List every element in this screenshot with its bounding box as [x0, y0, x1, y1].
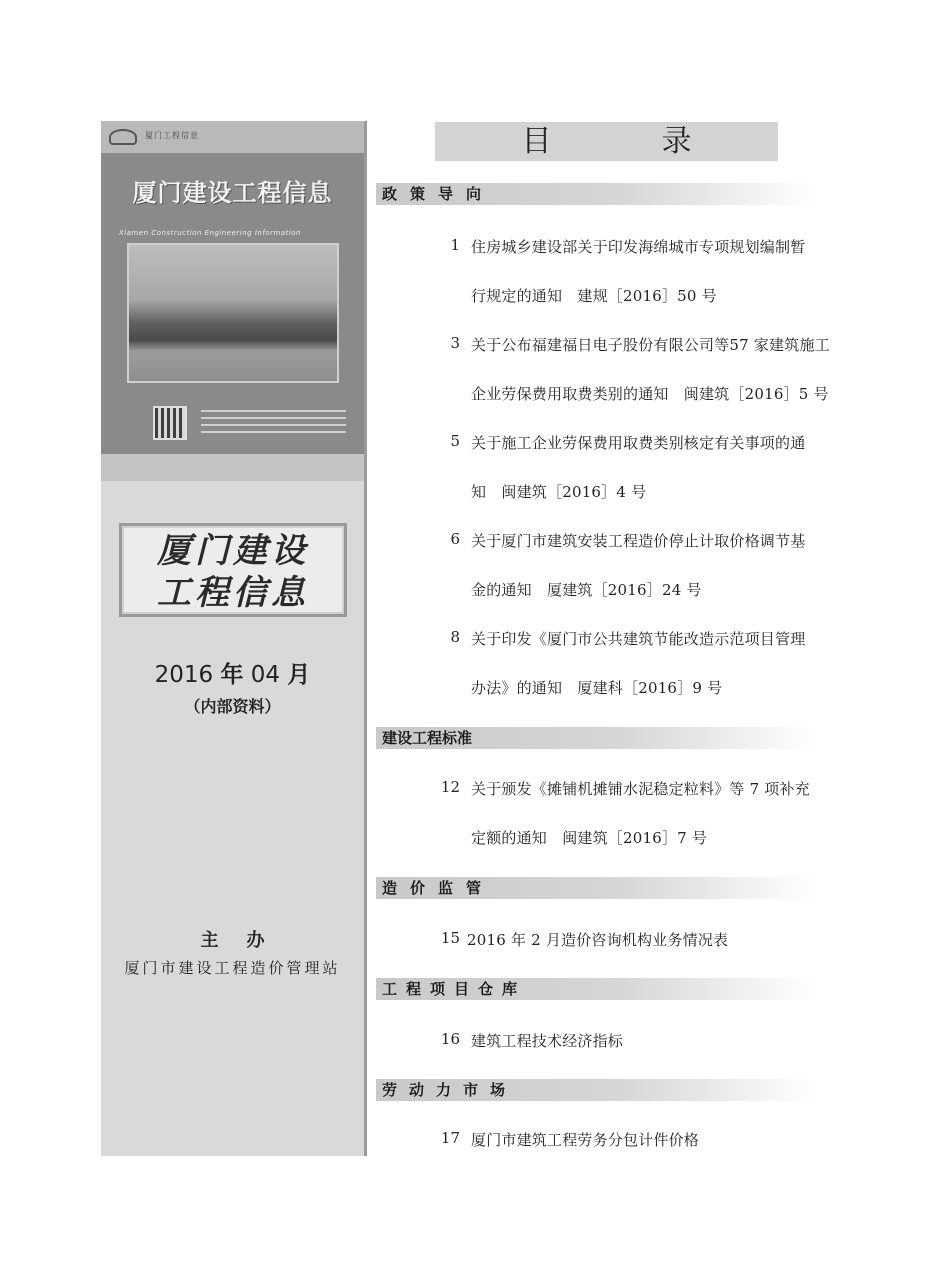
entry-line: 办法》的通知 厦建科［2016］9 号	[471, 679, 723, 697]
toc-title	[435, 122, 778, 161]
page-number: 12	[440, 778, 460, 796]
section-header: 政策导向	[376, 183, 816, 205]
cover-bottom-strip	[101, 454, 364, 481]
internal-note: （内部资料）	[184, 697, 281, 716]
logo-icon	[109, 129, 137, 145]
page-number: 15	[440, 929, 460, 947]
entry-line: 关于印发《厦门市公共建筑节能改造示范项目管理	[471, 630, 806, 648]
cover-title: 厦门建设工程信息	[132, 179, 333, 207]
page-number: 6	[450, 530, 460, 548]
page-number: 16	[440, 1030, 460, 1048]
page-number: 17	[440, 1129, 460, 1147]
page-number: 1	[450, 236, 460, 254]
issue-month: 04	[250, 662, 281, 688]
section-header: 造价监管	[376, 877, 816, 899]
entry-line: 知 闽建筑［2016］4 号	[471, 483, 647, 501]
entry-line: 关于施工企业劳保费用取费类别核定有关事项的通	[471, 434, 806, 452]
entry-line: 关于公布福建福日电子股份有限公司等57 家建筑施工	[471, 336, 830, 354]
section-header: 劳动力市场	[376, 1079, 816, 1101]
masthead-line: 工程信息	[157, 573, 309, 613]
issue-year-unit: 年	[220, 662, 244, 688]
masthead-sign	[119, 523, 347, 617]
entry-line: 行规定的通知 建规［2016］50 号	[471, 287, 717, 305]
toc-title-left: 目	[521, 124, 552, 159]
cover-fine-print	[201, 410, 346, 436]
issue-year: 2016	[154, 662, 214, 688]
toc-title-right: 录	[661, 124, 692, 159]
entry-line: 金的通知 厦建筑［2016］24 号	[471, 581, 702, 599]
issue-date	[101, 656, 364, 689]
host-label: 主办	[200, 930, 293, 951]
cover-footer	[101, 406, 364, 481]
cover-header-text: 厦门工程信息	[145, 131, 199, 140]
cover-sidebar	[101, 121, 367, 1156]
entry-line: 关于厦门市建筑安装工程造价停止计取价格调节基	[471, 532, 806, 550]
issue-month-unit: 月	[287, 662, 311, 688]
section-header: 工程项目仓库	[376, 978, 816, 1000]
entry-line: 定额的通知 闽建筑［2016］7 号	[471, 829, 708, 847]
qr-code-icon	[153, 406, 187, 440]
entry-line: 2016 年 2 月造价咨询机构业务情况表	[467, 931, 729, 949]
masthead-line: 厦门建设	[157, 531, 309, 571]
entry-line: 关于颁发《摊铺机摊铺水泥稳定粒料》等 7 项补充	[471, 780, 810, 798]
cover-subtitle: Xiamen Construction Engineering Information	[119, 229, 301, 237]
cover-header	[101, 121, 364, 153]
page-number: 5	[450, 432, 460, 450]
host-name: 厦门市建设工程造价管理站	[124, 959, 341, 977]
cover-photo	[127, 243, 339, 383]
cover-thumbnail	[101, 121, 364, 481]
entry-line: 企业劳保费用取费类别的通知 闽建筑［2016］5 号	[471, 385, 829, 403]
entry-line: 建筑工程技术经济指标	[471, 1032, 624, 1050]
entry-line: 住房城乡建设部关于印发海绵城市专项规划编制暂	[471, 238, 806, 256]
page-number: 8	[450, 628, 460, 646]
page-number: 3	[450, 334, 460, 352]
entry-line: 厦门市建筑工程劳务分包计件价格	[471, 1131, 700, 1149]
section-header: 建设工程标准	[376, 727, 816, 749]
